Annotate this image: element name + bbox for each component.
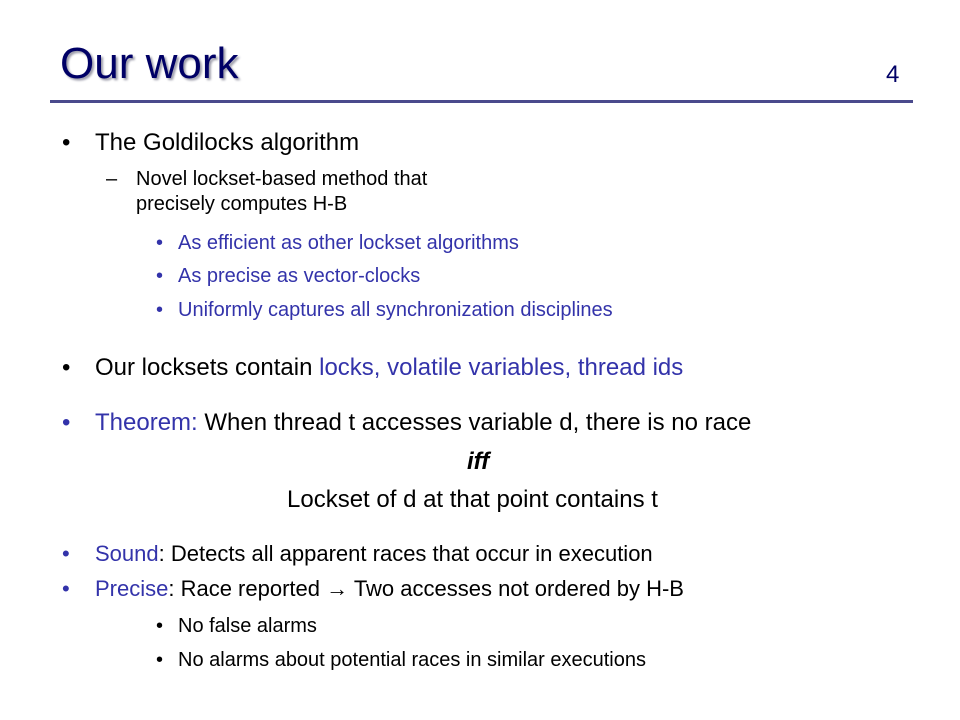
precise-label: Precise	[95, 576, 169, 601]
bullet-icon: •	[156, 232, 164, 254]
novel-method-line1: Novel lockset-based method that	[136, 168, 428, 190]
bullet-icon: •	[156, 299, 164, 321]
bullet-icon: •	[156, 265, 164, 287]
theorem-iff: iff	[467, 448, 490, 475]
arrow-right-icon: →	[326, 576, 349, 601]
point-text: As efficient as other lockset algorithms	[178, 232, 519, 254]
sound-text	[95, 540, 653, 568]
slide-title: Our work	[60, 39, 239, 88]
theorem-label: Theorem:	[95, 409, 198, 436]
point-text: No false alarms	[178, 615, 317, 637]
bullet-icon: •	[62, 576, 70, 601]
bullet-icon: •	[62, 409, 71, 436]
title-rule	[50, 100, 913, 103]
point-text: As precise as vector-clocks	[178, 265, 421, 287]
sound-label: Sound	[95, 541, 159, 566]
bullet-icon: •	[62, 354, 71, 381]
locksets-prefix: Our locksets contain	[95, 354, 320, 381]
precise-after-arrow: Two accesses not ordered by H-B	[348, 576, 684, 601]
novel-method-line2: precisely computes H-B	[136, 193, 348, 215]
precise-text	[95, 575, 684, 603]
bullet-icon: •	[62, 129, 71, 156]
theorem-statement: When thread t accesses variable d, there is no race	[197, 409, 752, 436]
bullet-icon: •	[62, 541, 70, 566]
theorem-text	[95, 408, 751, 438]
point-text: No alarms about potential races in similar executions	[178, 649, 646, 671]
bullet-icon: •	[156, 649, 164, 671]
locksets-highlight: locks, volatile variables, thread ids	[319, 354, 684, 381]
locksets-text	[95, 353, 683, 383]
theorem-conclusion: Lockset of d at that point contains t	[287, 486, 658, 513]
precise-before-arrow: : Race reported	[168, 576, 327, 601]
goldilocks-heading: The Goldilocks algorithm	[95, 129, 360, 156]
dash-icon: –	[106, 168, 118, 190]
bullet-icon: •	[156, 615, 164, 637]
sound-description: : Detects all apparent races that occur in execution	[158, 541, 653, 566]
page-number: 4	[886, 61, 900, 88]
point-text: Uniformly captures all synchronization disciplines	[178, 299, 613, 321]
